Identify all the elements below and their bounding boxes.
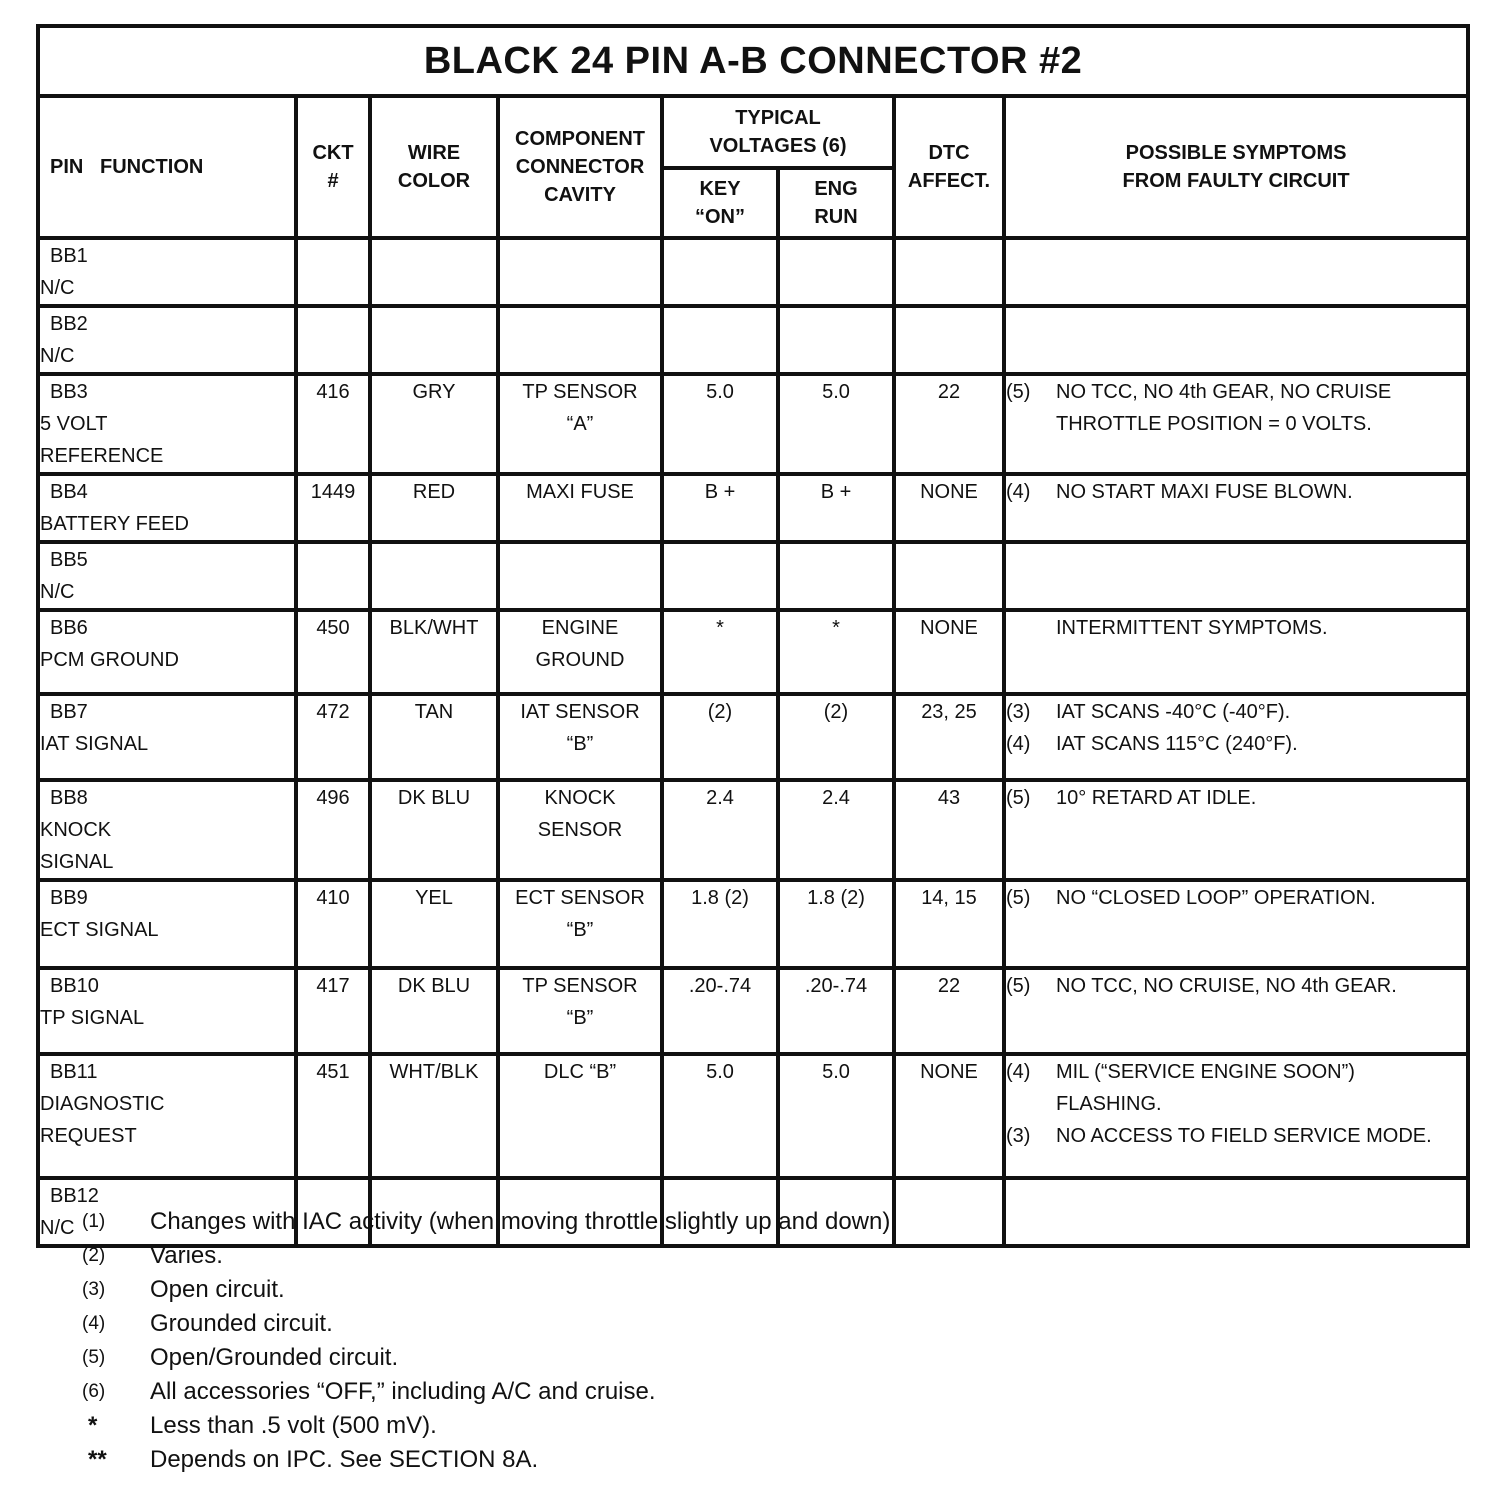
component-cell bbox=[498, 306, 662, 374]
eng-run-voltage-cell: 1.8 (2) bbox=[778, 880, 894, 968]
eng-run-voltage-cell: (2) bbox=[778, 694, 894, 780]
pin-function: KNOCK SIGNAL bbox=[40, 819, 114, 873]
pin-id: BB5 bbox=[50, 549, 88, 571]
symptom-line bbox=[1006, 970, 1466, 1002]
symptoms-cell bbox=[1004, 780, 1468, 880]
pin-function-cell bbox=[38, 968, 296, 1054]
key-on-voltage-cell bbox=[662, 238, 778, 306]
wire-color-cell: GRY bbox=[370, 374, 498, 474]
wire-color-cell: WHT/BLK bbox=[370, 1054, 498, 1178]
symptoms-cell bbox=[1004, 968, 1468, 1054]
key-on-voltage-cell: 1.8 (2) bbox=[662, 880, 778, 968]
dtc-cell: 22 bbox=[894, 968, 1004, 1054]
symptom-line bbox=[1006, 882, 1466, 914]
symptom-code: (4) bbox=[1006, 481, 1031, 503]
symptom-line bbox=[1006, 1120, 1466, 1152]
pin-function-cell bbox=[38, 474, 296, 542]
symptoms-cell bbox=[1004, 880, 1468, 968]
pin-function: TP SIGNAL bbox=[40, 1007, 145, 1029]
wire-color-cell: BLK/WHT bbox=[370, 610, 498, 694]
footnote bbox=[82, 1409, 897, 1443]
key-on-voltage-cell: (2) bbox=[662, 694, 778, 780]
connector-sheet bbox=[36, 24, 1466, 1248]
wire-color-cell: YEL bbox=[370, 880, 498, 968]
table-row bbox=[38, 238, 1468, 306]
footnote-code: ** bbox=[88, 1446, 107, 1473]
pin-id: BB7 bbox=[50, 701, 88, 723]
dtc-cell bbox=[894, 306, 1004, 374]
symptom-text: THROTTLE POSITION = 0 VOLTS. bbox=[1056, 413, 1372, 435]
dtc-cell: 14, 15 bbox=[894, 880, 1004, 968]
symptom-code: (5) bbox=[1006, 381, 1031, 403]
dtc-cell: 23, 25 bbox=[894, 694, 1004, 780]
footnote-code: (6) bbox=[82, 1381, 106, 1402]
footnote-code: (5) bbox=[82, 1347, 106, 1368]
table-row bbox=[38, 780, 1468, 880]
ckt-cell: 451 bbox=[296, 1054, 370, 1178]
table-body bbox=[38, 238, 1468, 1246]
pin-function: N/C bbox=[40, 1217, 75, 1239]
eng-run-voltage-cell bbox=[778, 306, 894, 374]
wire-color-cell bbox=[370, 542, 498, 610]
ckt-cell: 472 bbox=[296, 694, 370, 780]
wire-color-cell: RED bbox=[370, 474, 498, 542]
key-on-voltage-cell: B + bbox=[662, 474, 778, 542]
symptom-text: IAT SCANS 115°C (240°F). bbox=[1056, 733, 1298, 755]
symptom-line bbox=[1006, 376, 1466, 408]
pin-function-cell bbox=[38, 374, 296, 474]
ckt-cell: 416 bbox=[296, 374, 370, 474]
ckt-cell: 1449 bbox=[296, 474, 370, 542]
symptom-code: (3) bbox=[1006, 1125, 1031, 1147]
footnote bbox=[82, 1307, 897, 1341]
table-row bbox=[38, 542, 1468, 610]
symptom-code bbox=[1006, 408, 1056, 440]
symptoms-cell bbox=[1004, 474, 1468, 542]
symptom-text: NO TCC, NO CRUISE, NO 4th GEAR. bbox=[1056, 975, 1397, 997]
footnote bbox=[82, 1443, 897, 1477]
dtc-cell bbox=[894, 542, 1004, 610]
symptom-code: (5) bbox=[1006, 887, 1031, 909]
table-row bbox=[38, 374, 1468, 474]
pin-function-cell bbox=[38, 306, 296, 374]
pin-id: BB9 bbox=[50, 887, 88, 909]
dtc-cell bbox=[894, 238, 1004, 306]
pin-function-cell bbox=[38, 542, 296, 610]
symptom-code bbox=[1006, 1088, 1056, 1120]
header-typical-voltages: TYPICAL VOLTAGES (6) bbox=[662, 96, 894, 168]
ckt-cell bbox=[296, 542, 370, 610]
footnote bbox=[82, 1341, 897, 1375]
footnote-text: Less than .5 volt (500 mV). bbox=[150, 1412, 437, 1439]
wire-color-cell: DK BLU bbox=[370, 780, 498, 880]
eng-run-voltage-cell bbox=[778, 542, 894, 610]
symptom-text: NO TCC, NO 4th GEAR, NO CRUISE bbox=[1056, 381, 1392, 403]
symptoms-cell bbox=[1004, 238, 1468, 306]
symptom-text: NO “CLOSED LOOP” OPERATION. bbox=[1056, 887, 1376, 909]
eng-run-voltage-cell bbox=[778, 238, 894, 306]
eng-run-voltage-cell: * bbox=[778, 610, 894, 694]
footnote bbox=[82, 1239, 897, 1273]
symptoms-cell bbox=[1004, 610, 1468, 694]
pin-id: BB3 bbox=[50, 381, 88, 403]
symptom-line bbox=[1006, 728, 1466, 760]
symptom-text: NO ACCESS TO FIELD SERVICE MODE. bbox=[1056, 1125, 1432, 1147]
footnote bbox=[82, 1375, 897, 1409]
footnotes bbox=[82, 1205, 897, 1477]
symptoms-cell bbox=[1004, 542, 1468, 610]
footnote-text: Changes with IAC activity (when moving throttle slightly up and down). bbox=[150, 1208, 898, 1235]
header-component: COMPONENT CONNECTOR CAVITY bbox=[498, 96, 662, 238]
key-on-voltage-cell: .20-.74 bbox=[662, 968, 778, 1054]
symptom-text: MIL (“SERVICE ENGINE SOON”) bbox=[1056, 1061, 1355, 1083]
pin-function-cell bbox=[38, 694, 296, 780]
table-row bbox=[38, 1054, 1468, 1178]
pin-function: N/C bbox=[40, 581, 75, 603]
footnote bbox=[82, 1205, 897, 1239]
table-row bbox=[38, 880, 1468, 968]
ckt-cell: 496 bbox=[296, 780, 370, 880]
pin-id: BB12 bbox=[50, 1185, 99, 1207]
dtc-cell: NONE bbox=[894, 474, 1004, 542]
symptom-code: (4) bbox=[1006, 733, 1031, 755]
pin-id: BB10 bbox=[50, 975, 99, 997]
header-ckt: CKT # bbox=[296, 96, 370, 238]
connector-table bbox=[36, 24, 1470, 1248]
footnote-text: All accessories “OFF,” including A/C and cruise. bbox=[150, 1378, 656, 1405]
eng-run-voltage-cell: 5.0 bbox=[778, 374, 894, 474]
key-on-voltage-cell: * bbox=[662, 610, 778, 694]
component-cell: KNOCK SENSOR bbox=[498, 780, 662, 880]
symptoms-cell bbox=[1004, 1054, 1468, 1178]
pin-function-cell bbox=[38, 880, 296, 968]
table-row bbox=[38, 306, 1468, 374]
dtc-cell: 22 bbox=[894, 374, 1004, 474]
symptom-code: (4) bbox=[1006, 1061, 1031, 1083]
symptom-code: (5) bbox=[1006, 975, 1031, 997]
pin-function: ECT SIGNAL bbox=[40, 919, 159, 941]
symptoms-cell bbox=[1004, 306, 1468, 374]
pin-function-cell bbox=[38, 1054, 296, 1178]
ckt-cell bbox=[296, 238, 370, 306]
table-row bbox=[38, 474, 1468, 542]
header-wire-color: WIRE COLOR bbox=[370, 96, 498, 238]
component-cell: DLC “B” bbox=[498, 1054, 662, 1178]
symptom-line bbox=[1006, 782, 1466, 814]
pin-function: IAT SIGNAL bbox=[40, 733, 149, 755]
table-row bbox=[38, 968, 1468, 1054]
header-symptoms: POSSIBLE SYMPTOMS FROM FAULTY CIRCUIT bbox=[1004, 96, 1468, 238]
symptom-code: (5) bbox=[1006, 787, 1031, 809]
pin-id: BB8 bbox=[50, 787, 88, 809]
table-title: BLACK 24 PIN A-B CONNECTOR #2 bbox=[38, 26, 1468, 96]
pin-function: BATTERY FEED bbox=[40, 513, 189, 535]
pin-id: BB11 bbox=[50, 1061, 98, 1083]
component-cell: TP SENSOR “B” bbox=[498, 968, 662, 1054]
eng-run-voltage-cell: .20-.74 bbox=[778, 968, 894, 1054]
footnote-text: Open circuit. bbox=[150, 1276, 285, 1303]
eng-run-voltage-cell: 5.0 bbox=[778, 1054, 894, 1178]
symptoms-cell bbox=[1004, 694, 1468, 780]
footnote-code: (3) bbox=[82, 1279, 106, 1300]
table-row bbox=[38, 610, 1468, 694]
symptoms-cell bbox=[1004, 374, 1468, 474]
header-function: FUNCTION bbox=[100, 156, 204, 178]
pin-function: 5 VOLT REFERENCE bbox=[40, 413, 164, 467]
header-key-on: KEY “ON” bbox=[662, 168, 778, 238]
pin-function: N/C bbox=[40, 277, 75, 299]
pin-id: BB4 bbox=[50, 481, 88, 503]
pin-function: DIAGNOSTIC REQUEST bbox=[40, 1093, 165, 1147]
header-pin: PIN bbox=[50, 156, 84, 178]
component-cell bbox=[498, 238, 662, 306]
footnote-code: (4) bbox=[82, 1313, 106, 1334]
header-pin-function bbox=[38, 96, 296, 238]
dtc-cell: NONE bbox=[894, 610, 1004, 694]
eng-run-voltage-cell: B + bbox=[778, 474, 894, 542]
wire-color-cell: TAN bbox=[370, 694, 498, 780]
footnote bbox=[82, 1273, 897, 1307]
component-cell: ENGINE GROUND bbox=[498, 610, 662, 694]
symptom-line bbox=[1006, 696, 1466, 728]
component-cell: IAT SENSOR “B” bbox=[498, 694, 662, 780]
symptom-line bbox=[1006, 476, 1466, 508]
pin-function: PCM GROUND bbox=[40, 649, 179, 671]
dtc-cell: 43 bbox=[894, 780, 1004, 880]
footnote-text: Grounded circuit. bbox=[150, 1310, 333, 1337]
footnote-text: Varies. bbox=[150, 1242, 223, 1269]
pin-function-cell bbox=[38, 780, 296, 880]
key-on-voltage-cell: 5.0 bbox=[662, 374, 778, 474]
dtc-cell bbox=[894, 1178, 1004, 1246]
ckt-cell: 410 bbox=[296, 880, 370, 968]
footnote-text: Open/Grounded circuit. bbox=[150, 1344, 399, 1371]
footnote-code: (2) bbox=[82, 1245, 106, 1266]
symptom-text: INTERMITTENT SYMPTOMS. bbox=[1056, 617, 1328, 639]
symptoms-cell bbox=[1004, 1178, 1468, 1246]
header-eng-run: ENG RUN bbox=[778, 168, 894, 238]
table-row bbox=[38, 694, 1468, 780]
key-on-voltage-cell: 5.0 bbox=[662, 1054, 778, 1178]
header-dtc: DTC AFFECT. bbox=[894, 96, 1004, 238]
symptom-line bbox=[1006, 1056, 1466, 1088]
pin-function-cell bbox=[38, 610, 296, 694]
symptom-line bbox=[1006, 1088, 1466, 1120]
component-cell bbox=[498, 542, 662, 610]
pin-function: N/C bbox=[40, 345, 75, 367]
wire-color-cell: DK BLU bbox=[370, 968, 498, 1054]
key-on-voltage-cell bbox=[662, 542, 778, 610]
component-cell: ECT SENSOR “B” bbox=[498, 880, 662, 968]
symptom-code: (3) bbox=[1006, 701, 1031, 723]
footnote-code: * bbox=[88, 1412, 98, 1439]
symptom-text: 10° RETARD AT IDLE. bbox=[1056, 787, 1257, 809]
ckt-cell bbox=[296, 306, 370, 374]
wire-color-cell bbox=[370, 238, 498, 306]
key-on-voltage-cell: 2.4 bbox=[662, 780, 778, 880]
dtc-cell: NONE bbox=[894, 1054, 1004, 1178]
ckt-cell: 417 bbox=[296, 968, 370, 1054]
footnote-code: (1) bbox=[82, 1211, 106, 1232]
key-on-voltage-cell bbox=[662, 306, 778, 374]
pin-id: BB6 bbox=[50, 617, 88, 639]
symptom-line bbox=[1006, 408, 1466, 440]
eng-run-voltage-cell: 2.4 bbox=[778, 780, 894, 880]
component-cell: MAXI FUSE bbox=[498, 474, 662, 542]
wire-color-cell bbox=[370, 306, 498, 374]
symptom-text: IAT SCANS -40°C (-40°F). bbox=[1056, 701, 1291, 723]
symptom-text: NO START MAXI FUSE BLOWN. bbox=[1056, 481, 1353, 503]
pin-id: BB2 bbox=[50, 313, 88, 335]
component-cell: TP SENSOR “A” bbox=[498, 374, 662, 474]
pin-id: BB1 bbox=[50, 245, 88, 267]
footnote-text: Depends on IPC. See SECTION 8A. bbox=[150, 1446, 539, 1473]
symptom-text: FLASHING. bbox=[1056, 1093, 1162, 1115]
symptom-code bbox=[1006, 612, 1056, 644]
pin-function-cell bbox=[38, 238, 296, 306]
symptom-line bbox=[1006, 612, 1466, 644]
ckt-cell: 450 bbox=[296, 610, 370, 694]
